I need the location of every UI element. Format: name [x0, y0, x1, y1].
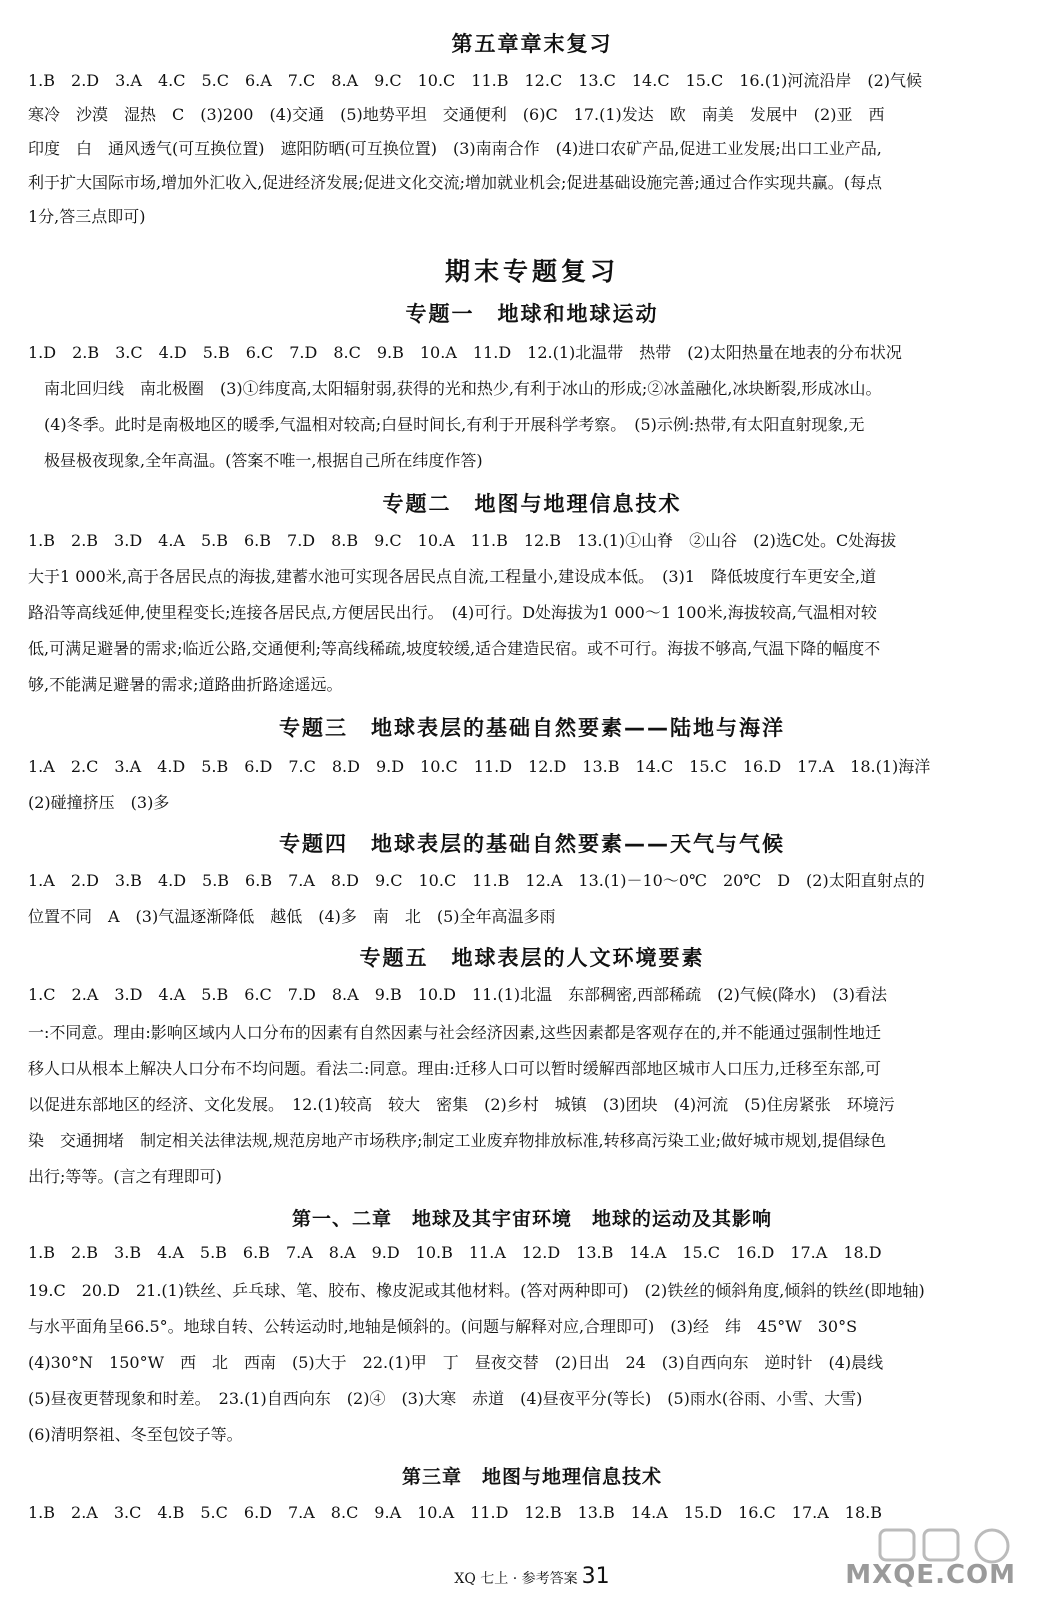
answer-line: 低,可满足避暑的需求;临近公路,交通便利;等高线稀疏,坡度较缓,适合建造民宿。或不可行。海拔不够高,气温下降的幅度不 [28, 639, 881, 658]
answer-line: 够,不能满足避暑的需求;道路曲折路途遥远。 [28, 675, 343, 694]
answer-line: 1.B 2.B 3.D 4.A 5.B 6.B 7.D 8.B 9.C 10.A 11.B 12.B 13.(1)①山脊 ②山谷 (2)选C处。C处海拔 [28, 531, 897, 550]
answer-line: 大于1 000米,高于各居民点的海拔,建蓄水池可实现各居民点自流,工程量小,建设成本低。 (3)1 降低坡度行车更安全,道 [28, 567, 877, 586]
answer-line: 1.A 2.C 3.A 4.D 5.B 6.D 7.C 8.D 9.D 10.C 11.D 12.D 13.B 14.C 15.C 16.D 17.A 18.(1)海洋 [28, 757, 931, 776]
answer-line: 1.B 2.D 3.A 4.C 5.C 6.A 7.C 8.A 9.C 10.C 11.B 12.C 13.C 14.C 15.C 16.(1)河流沿岸 (2)气候 [28, 71, 923, 90]
section-title-topic2: 专题二 地图与地理信息技术 [382, 492, 682, 516]
answer-line: 极昼极夜现象,全年高温。(答案不唯一,根据自己所在纬度作答) [28, 451, 483, 470]
answer-line: 利于扩大国际市场,增加外汇收入,促进经济发展;促进文化交流;增加就业机会;促进基础设施完善;通过合作实现共赢。(每点 [28, 173, 882, 192]
answer-line: (4)30°N 150°W 西 北 西南 (5)大于 22.(1)甲 丁 昼夜交替 (2)日出 24 (3)自西向东 逆时针 (4)晨线 [28, 1353, 884, 1372]
answer-line: 路沿等高线延伸,使里程变长;连接各居民点,方便居民出行。 (4)可行。D处海拔为1 000～1 100米,海拔较高,气温相对较 [28, 603, 877, 622]
answer-line: 南北回归线 南北极圈 (3)①纬度高,太阳辐射弱,获得的光和热少,有利于冰山的形成;②冰盖融化,冰块断裂,形成冰山。 [28, 379, 882, 398]
section-title-topic4: 专题四 地球表层的基础自然要素——天气与气候 [279, 832, 785, 856]
section-title-topic5: 专题五 地球表层的人文环境要素 [359, 946, 705, 970]
section-title-chapter3: 第三章 地图与地理信息技术 [401, 1466, 662, 1488]
answer-line: 1.B 2.B 3.B 4.A 5.B 6.B 7.A 8.A 9.D 10.B 11.A 12.D 13.B 14.A 15.C 16.D 17.A 18.D [28, 1243, 882, 1262]
watermark-logo [845, 1526, 1024, 1592]
answer-line: 1分,答三点即可) [28, 207, 146, 226]
answer-line: 印度 白 通风透气(可互换位置) 遮阳防晒(可互换位置) (3)南南合作 (4)进口农矿产品,促进工业发展;出口工业产品, [28, 139, 882, 158]
answer-line: (5)昼夜更替现象和时差。 23.(1)自西向东 (2)④ (3)大寒 赤道 (4)昼夜平分(等长) (5)雨水(谷雨、小雪、大雪) [28, 1389, 863, 1408]
answer-line: 以促进东部地区的经济、文化发展。 12.(1)较高 较大 密集 (2)乡村 城镇 (3)团块 (4)河流 (5)住房紧张 环境污 [28, 1095, 895, 1114]
answer-line: 一:不同意。理由:影响区域内人口分布的因素有自然因素与社会经济因素,这些因素都是客观存在的,并不能通过强制性地迁 [28, 1023, 881, 1042]
footer-label: XQ 七上 · 参考答案 [454, 1571, 578, 1587]
section-title-topic1: 专题一 地球和地球运动 [405, 302, 659, 326]
answer-line: 与水平面角呈66.5°。地球自转、公转运动时,地轴是倾斜的。(问题与解释对应,合理即可) (3)经 纬 45°W 30°S [28, 1317, 858, 1336]
answer-line: 1.B 2.A 3.C 4.B 5.C 6.D 7.A 8.C 9.A 10.A 11.D 12.B 13.B 14.A 15.D 16.C 17.A 18.B [28, 1503, 882, 1522]
answer-line: (2)碰撞挤压 (3)多 [28, 793, 170, 812]
answer-line: 出行;等等。(言之有理即可) [28, 1167, 222, 1186]
answer-line: 染 交通拥堵 制定相关法律法规,规范房地产市场秩序;制定工业废弃物排放标准,转移高污染工业;做好城市规划,提倡绿色 [28, 1131, 887, 1150]
section-title-chapter1-2: 第一、二章 地球及其宇宙环境 地球的运动及其影响 [291, 1208, 772, 1230]
answer-line: 19.C 20.D 21.(1)铁丝、乒乓球、笔、胶布、橡皮泥或其他材料。(答对两种即可) (2)铁丝的倾斜角度,倾斜的铁丝(即地轴) [28, 1281, 925, 1300]
answer-line: 1.C 2.A 3.D 4.A 5.B 6.C 7.D 8.A 9.B 10.D 11.(1)北温 东部稠密,西部稀疏 (2)气候(降水) (3)看法 [28, 985, 887, 1004]
answer-line: 1.D 2.B 3.C 4.D 5.B 6.C 7.D 8.C 9.B 10.A 11.D 12.(1)北温带 热带 (2)太阳热量在地表的分布状况 [28, 343, 902, 362]
answer-line: 1.A 2.D 3.B 4.D 5.B 6.B 7.A 8.D 9.C 10.C 11.B 12.A 13.(1)－10～0℃ 20℃ D (2)太阳直射点的 [28, 871, 925, 890]
answer-line: 移人口从根本上解决人口分布不均问题。看法二:同意。理由:迁移人口可以暂时缓解西部地区城市人口压力,迁移至东部,可 [28, 1059, 881, 1078]
answer-line: 寒冷 沙漠 湿热 C (3)200 (4)交通 (5)地势平坦 交通便利 (6)C 17.(1)发达 欧 南美 发展中 (2)亚 西 [28, 105, 885, 124]
section-title-topic3: 专题三 地球表层的基础自然要素——陆地与海洋 [279, 716, 785, 740]
section-title-final-review: 期末专题复习 [444, 257, 619, 286]
answer-line: (6)清明祭祖、冬至包饺子等。 [28, 1425, 243, 1444]
section-title-chapter5-review: 第五章章末复习 [451, 32, 613, 56]
watermark-text: MXQE.COM [845, 1560, 1016, 1590]
answer-line: 位置不同 A (3)气温逐渐降低 越低 (4)多 南 北 (5)全年高温多雨 [28, 907, 556, 926]
page-number: 31 [581, 1564, 610, 1589]
answer-line: (4)冬季。此时是南极地区的暖季,气温相对较高;白昼时间长,有利于开展科学考察。 (5)示例:热带,有太阳直射现象,无 [28, 415, 865, 434]
